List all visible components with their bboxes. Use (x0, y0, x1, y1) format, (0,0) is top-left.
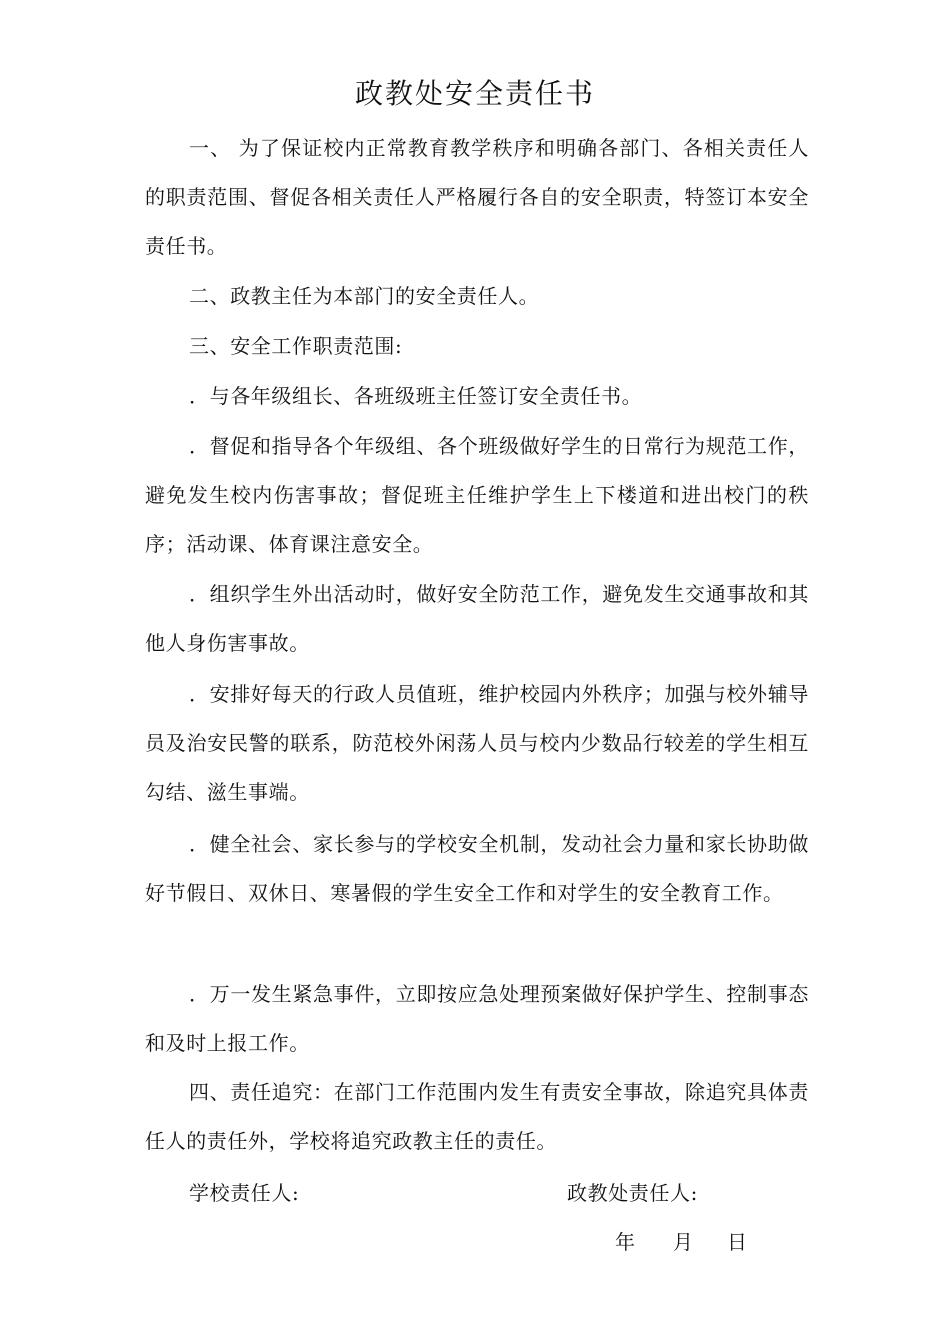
date-year: 年 (615, 1230, 635, 1254)
paragraph-6: ．组织学生外出活动时，做好安全防范工作，避免发生交通事故和其他人身伤害事故。 (145, 582, 809, 655)
paragraph-10: 四、责任追究：在部门工作范围内发生有责安全事故，除追究具体责任人的责任外，学校将追究政教主任的责任。 (145, 1080, 809, 1153)
paragraph-3: 三、安全工作职责范围: (189, 334, 403, 358)
paragraph-2: 二、政教主任为本部门的安全责任人。 (189, 284, 540, 308)
date-month: 月 (673, 1230, 693, 1254)
paragraph-5: ．督促和指导各个年级组、各个班级做好学生的日常行为规范工作，避免发生校内伤害事故；督促班主任维护学生上下楼道和进出校门的秩序；活动课、体育课注意安全。 (145, 434, 809, 556)
paragraph-9: ．万一发生紧急事件，立即按应急处理预案做好保护学生、控制事态和及时上报工作。 (145, 982, 809, 1055)
paragraph-8: ．健全社会、家长参与的学校安全机制，发动社会力量和家长协助做好节假日、双休日、寒暑假的学生安全工作和对学生的安全教育工作。 (145, 832, 809, 905)
paragraph-1: 一、 为了保证校内正常教育教学秩序和明确各部门、各相关责任人的职责范围、督促各相关责任人严格履行各自的安全职责，特签订本安全责任书。 (145, 136, 809, 258)
office-responsible-signature: 政教处责任人: (567, 1181, 698, 1205)
school-responsible-signature: 学校责任人: (189, 1181, 300, 1205)
date-day: 日 (727, 1230, 747, 1254)
paragraph-4: ．与各年级组长、各班级班主任签订安全责任书。 (189, 384, 643, 408)
document-title: 政教处安全责任书 (354, 77, 595, 110)
paragraph-7: ．安排好每天的行政人员值班，维护校园内外秩序；加强与校外辅导员及治安民警的联系，防范校外闲荡人员与校内少数品行较差的学生相互勾结、滋生事端。 (145, 682, 809, 804)
